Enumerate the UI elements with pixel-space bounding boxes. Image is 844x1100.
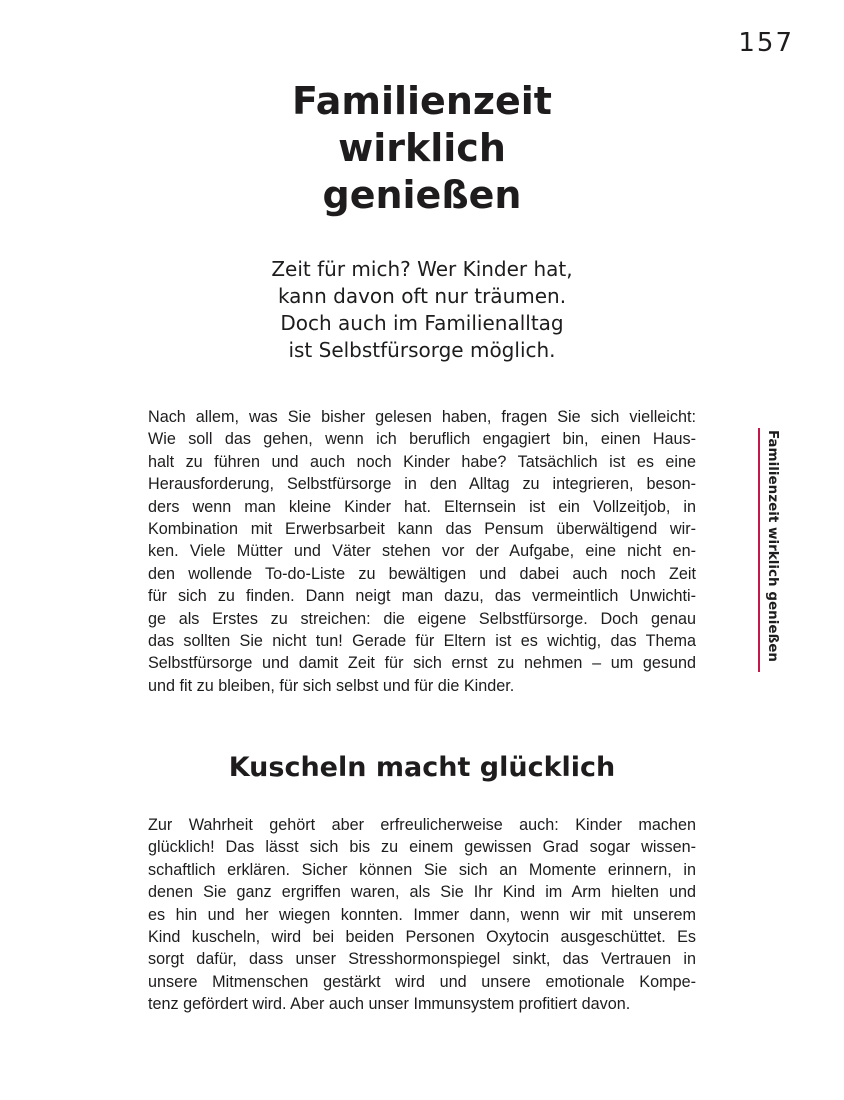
text-line: ken. Viele Mütter und Väter stehen vor der Aufgabe, eine nicht en-: [148, 542, 696, 561]
intro-line: Zeit für mich? Wer Kinder hat,: [271, 257, 573, 281]
accent-rule: [758, 428, 760, 672]
text-line: halt zu führen und auch noch Kinder habe? Tatsächlich ist es eine: [148, 452, 696, 471]
chapter-title: [148, 78, 696, 219]
text-line: sorgt dafür, dass unser Stresshormonspiegel sinkt, das Vertrauen in: [148, 950, 696, 969]
chapter-title-line: genießen: [322, 173, 522, 217]
text-line: ge als Erstes zu streichen: die eigene Selbstfürsorge. Doch genau: [148, 609, 696, 628]
intro-line: ist Selbstfürsorge möglich.: [288, 338, 556, 362]
intro-line: kann davon oft nur träumen.: [277, 284, 567, 308]
text-line: Selbstfürsorge und damit Zeit für sich ernst zu nehmen – um gesund: [148, 654, 696, 673]
page-number: 157: [738, 28, 794, 58]
text-line: Zur Wahrheit gehört aber erfreulicherweise auch: Kinder machen: [148, 816, 696, 834]
text-line: Wie soll das gehen, wenn ich beruflich engagiert bin, einen Haus-: [148, 430, 696, 449]
text-line: tenz gefördert wird. Aber auch unser Immunsystem profitiert davon.: [148, 995, 631, 1014]
text-line: es hin und her wiegen konnten. Immer dann, wenn wir mit unserem: [148, 905, 696, 924]
chapter-title-line: wirklich: [338, 126, 506, 170]
text-line: Herausforderung, Selbstfürsorge in den Alltag zu integrieren, beson-: [148, 475, 696, 494]
text-line: Kind kuscheln, wird bei beiden Personen Oxytocin ausgeschüttet. Es: [148, 928, 696, 947]
text-line: schaftlich erklären. Sicher können Sie sich an Momente erinnern, in: [148, 860, 696, 879]
text-line: und fit zu bleiben, für sich selbst und für die Kinder.: [148, 676, 515, 695]
intro-line: Doch auch im Familienalltag: [280, 311, 564, 335]
text-line: unsere Mitmenschen gestärkt wird und unsere emotionale Kompe-: [148, 972, 696, 991]
text-line: glücklich! Das lässt sich bis zu einem gewissen Grad sogar wissen-: [148, 838, 696, 857]
running-title-tab: [758, 428, 784, 672]
text-line: Kombination mit Erwerbsarbeit kann das Pensum überwältigend wir-: [148, 520, 696, 539]
text-line: den wollende To-do-Liste zu bewältigen und dabei auch noch Zeit: [148, 564, 696, 583]
intro-text: [148, 256, 696, 364]
text-line: ders wenn man kleine Kinder hat. Elternsein ist ein Vollzeitjob, in: [148, 497, 696, 516]
body-paragraph-1: [148, 406, 696, 697]
running-title: Familienzeit wirklich genießen: [765, 430, 781, 663]
chapter-title-line: Familienzeit: [292, 79, 552, 123]
section-heading: Kuscheln macht glücklich: [228, 752, 616, 783]
body-paragraph-2: [148, 814, 696, 1016]
text-line: das sollten Sie nicht tun! Gerade für Eltern ist es wichtig, das Thema: [148, 632, 696, 651]
text-line: für sich zu finden. Dann neigt man dazu, das vermeintlich Unwichti-: [148, 587, 696, 606]
text-line: Nach allem, was Sie bisher gelesen haben, fragen Sie sich vielleicht:: [148, 408, 696, 426]
text-line: denen Sie ganz ergriffen waren, als Sie Ihr Kind im Arm hielten und: [148, 883, 696, 902]
